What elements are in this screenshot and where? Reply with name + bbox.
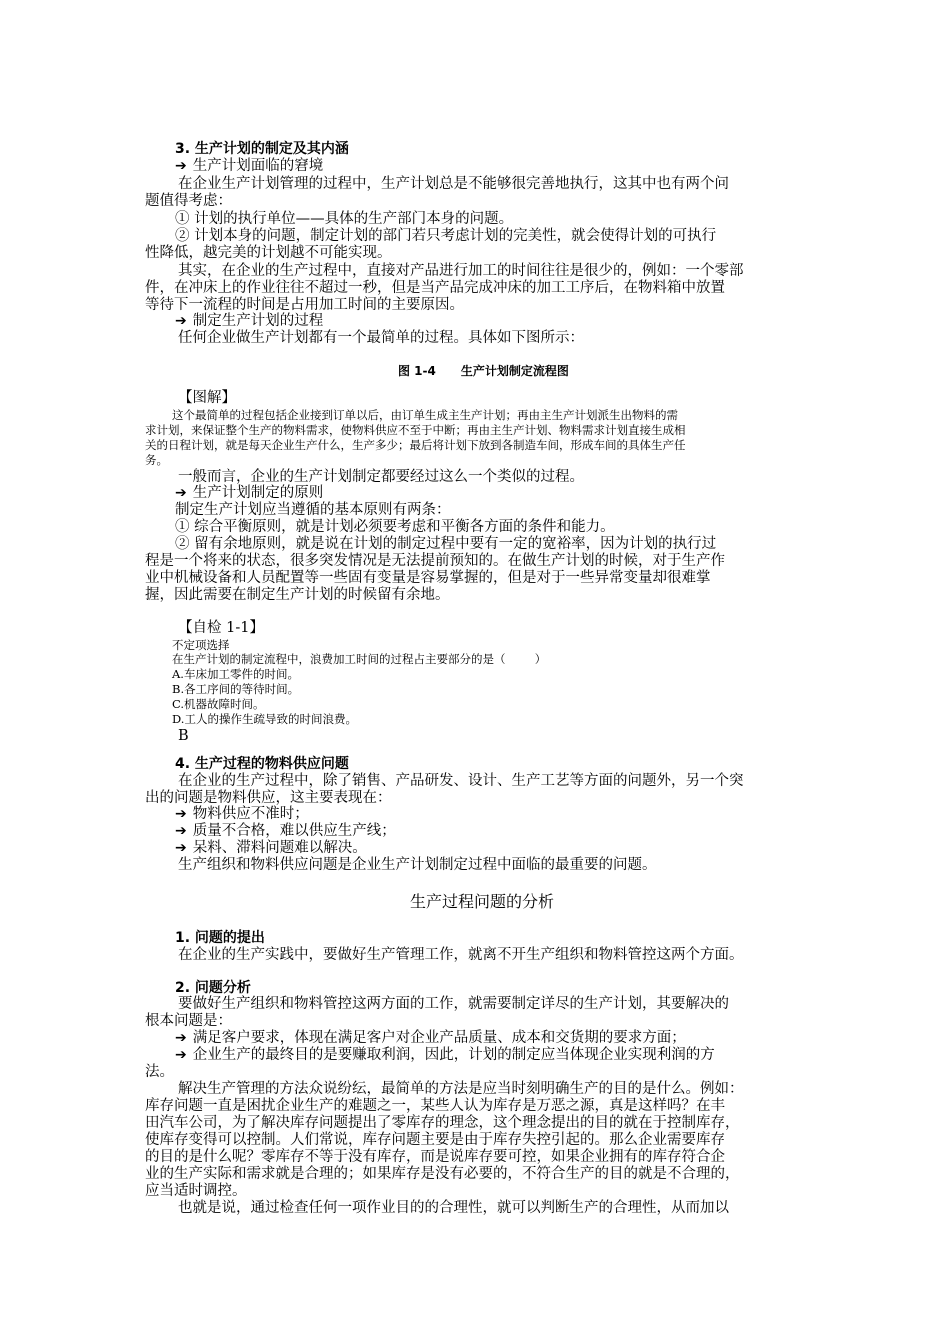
bullet-item: ➔ 企业生产的最终目的是要赚取利润，因此，计划的制定应当体现企业实现利润的方 (175, 1047, 715, 1063)
paragraph: 田汽车公司，为了解决库存问题提出了零库存的理念，这个理念提出的目的就在于控制库存， (145, 1115, 740, 1131)
diagram-explanation: 这个最简单的过程包括企业接到订单以后，由订单生成主生产计划；再由主生产计划派生出物料的需 (172, 408, 678, 422)
selfcheck-option: C.机器故障时间。 (172, 697, 265, 711)
list-item: 业中机械设备和人员配置等一些固有变量是容易掌握的，但是对于一些异常变量却很难掌 (145, 570, 711, 586)
paragraph: 生产组织和物料供应问题是企业生产计划制定过程中面临的最重要的问题。 (178, 857, 657, 873)
paragraph: 要做好生产组织和物料管控这两方面的工作，就需要制定详尽的生产计划，其要解决的 (178, 996, 729, 1012)
list-item: ② 计划本身的问题，制定计划的部门若只考虑计划的完美性，就会使得计划的可执行 (175, 228, 717, 244)
list-item: 性降低，越完美的计划越不可能实现。 (145, 245, 392, 261)
bullet-item: 法。 (145, 1064, 174, 1080)
paragraph: 在企业的生产实践中，要做好生产管理工作，就离不开生产组织和物料管控这两个方面。 (178, 947, 744, 963)
arrow-icon: ➔ (175, 1030, 187, 1046)
paragraph: 应当适时调控。 (145, 1183, 247, 1199)
selfcheck-type: 不定项选择 (172, 638, 230, 652)
subheading-process: ➔ 制定生产计划的过程 (175, 313, 324, 329)
arrow-icon: ➔ (175, 313, 187, 329)
list-item: ① 计划的执行单位——具体的生产部门本身的问题。 (175, 211, 514, 227)
list-item: 程是一个将来的状态，很多突发情况是无法提前预知的。在做生产计划的时候，对于生产作 (145, 553, 725, 569)
selfcheck-question: 在生产计划的制定流程中，浪费加工时间的过程占主要部分的是（ ） (172, 652, 547, 666)
arrow-icon: ➔ (175, 485, 187, 501)
selfcheck-answer: B (178, 728, 189, 744)
subheading-dilemma: ➔ 生产计划面临的窘境 (175, 158, 324, 174)
arrow-icon: ➔ (175, 823, 187, 839)
diagram-explanation: 务。 (145, 453, 168, 467)
section3-heading: 3. 生产计划的制定及其内涵 (175, 141, 349, 157)
arrow-icon: ➔ (175, 158, 187, 174)
bullet-item: ➔ 质量不合格，难以供应生产线； (175, 823, 396, 839)
paragraph: 题值得考虑： (145, 193, 232, 209)
selfcheck-title: 【自检 1-1】 (178, 620, 264, 636)
bullet-item: ➔ 满足客户要求，体现在满足客户对企业产品质量、成本和交货期的要求方面； (175, 1030, 686, 1046)
arrow-icon: ➔ (175, 1047, 187, 1063)
arrow-icon: ➔ (175, 840, 187, 856)
paragraph: 库存问题一直是困扰企业生产的难题之一，某些人认为库存是万恶之源，真是这样吗？在丰 (145, 1098, 725, 1114)
paragraph: 在企业的生产过程中，除了销售、产品研发、设计、生产工艺等方面的问题外，另一个突 (178, 773, 744, 789)
arrow-icon: ➔ (175, 806, 187, 822)
selfcheck-option: A.车床加工零件的时间。 (172, 667, 299, 681)
section-title: 生产过程问题的分析 (410, 892, 555, 911)
paragraph: 任何企业做生产计划都有一个最简单的过程。具体如下图所示： (178, 330, 584, 346)
list-item: ① 综合平衡原则，就是计划必须要考虑和平衡各方面的条件和能力。 (175, 519, 615, 535)
paragraph: 在企业生产计划管理的过程中，生产计划总是不能够很完善地执行，这其中也有两个问 (178, 176, 729, 192)
list-item: 握，因此需要在制定生产计划的时候留有余地。 (145, 587, 450, 603)
paragraph: 制定生产计划应当遵循的基本原则有两条： (175, 502, 451, 518)
paragraph: 一般而言，企业的生产计划制定都要经过这么一个类似的过程。 (178, 469, 584, 485)
analysis-heading-2: 2. 问题分析 (175, 980, 251, 996)
selfcheck-option: D.工人的操作生疏导致的时间浪费。 (172, 712, 357, 726)
diagram-explanation: 求计划，来保证整个生产的物料需求，使物料供应不至于中断；再由主生产计划、物料需求计划直接生成相 (145, 423, 686, 437)
paragraph: 根本问题是： (145, 1013, 232, 1029)
diagram-explanation: 关的日程计划，就是每天企业生产什么，生产多少；最后将计划下放到各制造车间，形成车间的具体生产任 (145, 438, 686, 452)
section4-heading: 4. 生产过程的物料供应问题 (175, 756, 349, 772)
paragraph: 件，在冲床上的作业往往不超过一秒，但是当产品完成冲床的加工工序后，在物料箱中放置 (145, 280, 725, 296)
diagram-explanation-label: 【图解】 (178, 390, 236, 406)
subheading-principles: ➔ 生产计划制定的原则 (175, 485, 324, 501)
paragraph: 其实，在企业的生产过程中，直接对产品进行加工的时间往往是很少的，例如：一个零部 (178, 263, 744, 279)
bullet-item: ➔ 呆料、滞料问题难以解决。 (175, 840, 367, 856)
paragraph: 业的生产实际和需求就是合理的；如果库存是没有必要的，不符合生产的目的就是不合理的， (145, 1166, 740, 1182)
paragraph: 的目的是什么呢？零库存不等于没有库存，而是说库存要可控，如果企业拥有的库存符合企 (145, 1149, 725, 1165)
paragraph: 出的问题是物料供应，这主要表现在： (145, 790, 392, 806)
figure-caption: 图 1-4 生产计划制定流程图 (398, 364, 569, 378)
analysis-heading-1: 1. 问题的提出 (175, 930, 265, 946)
paragraph: 等待下一流程的时间是占用加工时间的主要原因。 (145, 297, 464, 313)
bullet-item: ➔ 物料供应不准时； (175, 806, 309, 822)
paragraph: 解决生产管理的方法众说纷纭，最简单的方法是应当时刻明确生产的目的是什么。例如： (178, 1081, 744, 1097)
selfcheck-option: B.各工序间的等待时间。 (172, 682, 300, 696)
paragraph: 使库存变得可以控制。人们常说，库存问题主要是由于库存失控引起的。那么企业需要库存 (145, 1132, 725, 1148)
list-item: ② 留有余地原则，就是说在计划的制定过程中要有一定的宽裕率，因为计划的执行过 (175, 536, 717, 552)
paragraph: 也就是说，通过检查任何一项作业目的的合理性，就可以判断生产的合理性，从而加以 (178, 1200, 729, 1216)
